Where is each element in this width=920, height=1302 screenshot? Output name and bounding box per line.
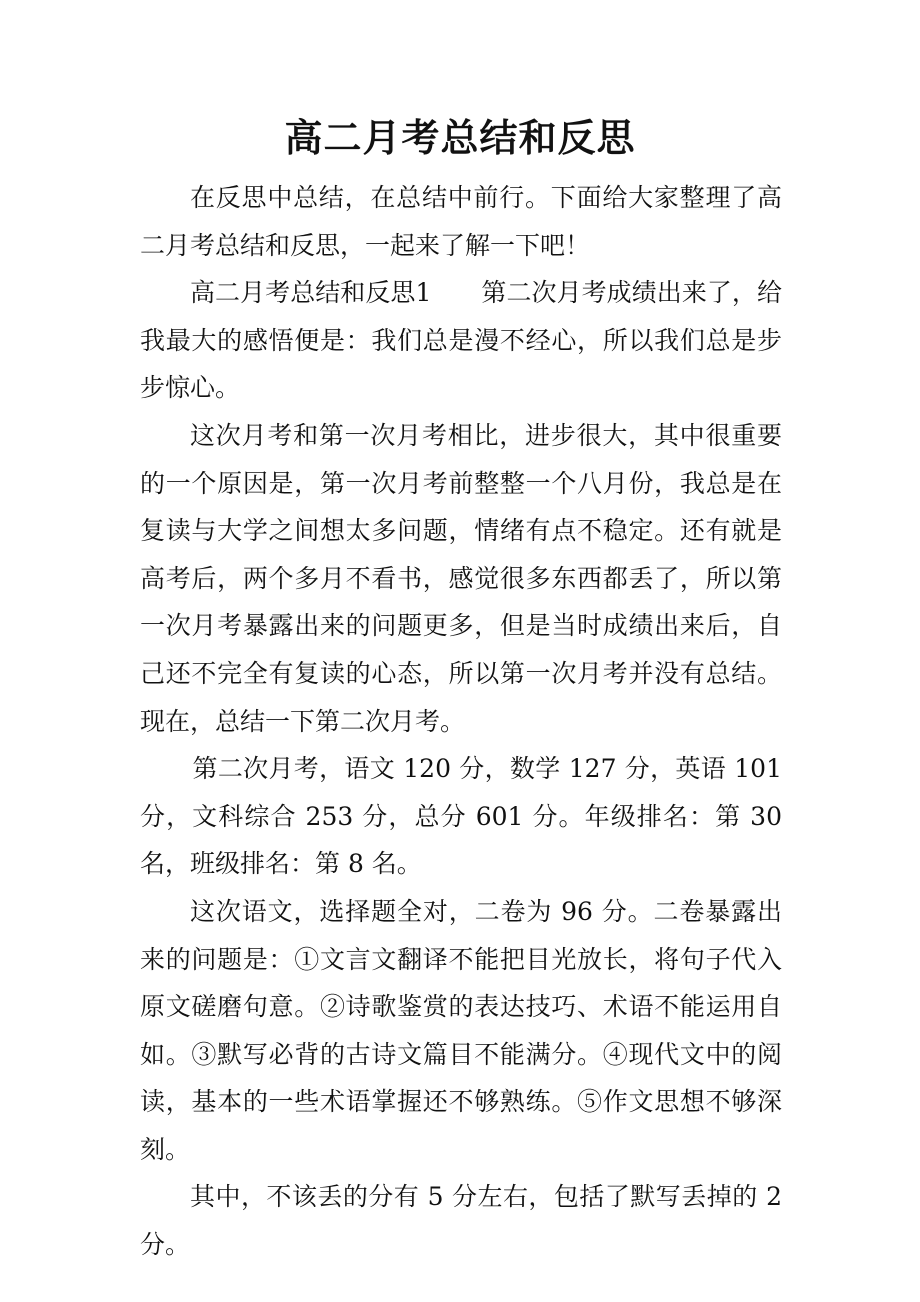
section-heading: 高二月考总结和反思1: [190, 278, 432, 308]
paragraph-intro: 在反思中总结，在总结中前行。下面给大家整理了高二月考总结和反思，一起来了解一下吧！: [140, 183, 782, 260]
document-body: [140, 174, 782, 1269]
paragraph-section-1: [140, 269, 782, 412]
paragraph-lost-points: 其中，不该丢的分有 5 分左右，包括了默写丢掉的 2 分。: [140, 1182, 782, 1260]
paragraph-comparison: 这次月考和第一次月考相比，进步很大，其中很重要的一个原因是，第一次月考前整整一个八月份，我总是在复读与大学之间想太多问题，情绪有点不稳定。还有就是高考后，两个多月不看书，感觉很多东西都丢了，所以第一次月考暴露出来的问题更多，但是当时成绩出来后，自己还不完全有复读的心态，所以第一次月考并没有总结。现在，总结一下第二次月考。: [140, 420, 782, 736]
paragraph-scores: 第二次月考，语文 120 分，数学 127 分，英语 101 分，文科综合 253 分，总分 601 分。年级排名：第 30 名，班级排名：第 8 名。: [140, 754, 782, 879]
section-1-text: 第二次月考成绩出来了，给我最大的感悟便是：我们总是漫不经心，所以我们总是步步惊心。: [140, 278, 782, 403]
paragraph-chinese: 这次语文，选择题全对，二卷为 96 分。二卷暴露出来的问题是：①文言文翻译不能把目光放长，将句子代入原文磋磨句意。②诗歌鉴赏的表达技巧、术语不能运用自如。③默写必背的古诗文篇目不能满分。④现代文中的阅读，基本的一些术语掌握还不够熟练。⑤作文思想不够深刻。: [140, 896, 782, 1164]
document-title: 高二月考总结和反思: [284, 115, 636, 160]
